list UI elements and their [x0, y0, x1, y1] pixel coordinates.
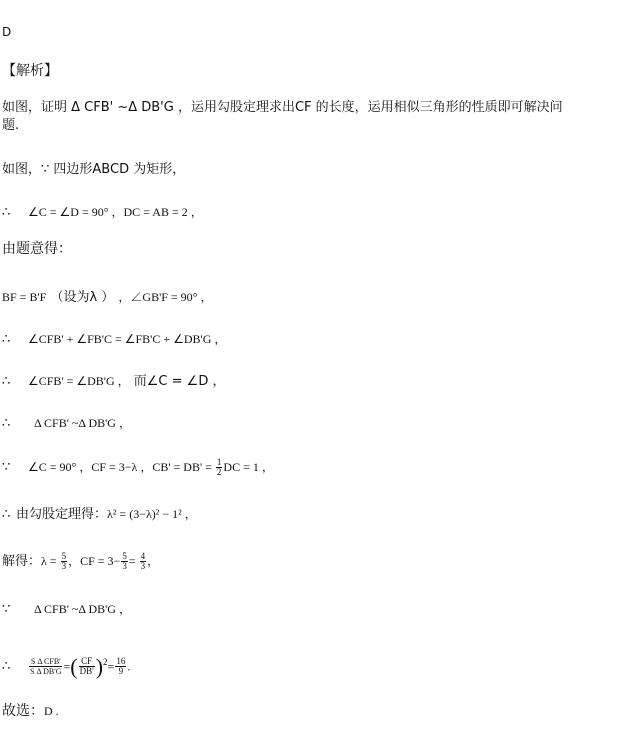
- step-similar-2-text: Δ CFB' ~Δ DB'G ，: [34, 602, 131, 616]
- area-ratio-equals-2: =: [107, 659, 115, 674]
- step-solve-lambda: λ =: [41, 554, 60, 568]
- fraction-five-thirds: $\frac{5}{3}$: [61, 551, 67, 571]
- step-given: 由题意得：: [2, 241, 72, 257]
- step-fold-let: （设为λ ）: [50, 290, 115, 305]
- because-symbol: ∵: [2, 460, 11, 475]
- step-fold-angle: ，∠GB'F = 90° ，: [118, 290, 213, 304]
- step-pythagoras-text: 由勾股定理得：: [16, 507, 108, 522]
- step-lengths-text: ∠C = 90° ，CF = 3−λ ，CB' = DB' =: [28, 460, 215, 474]
- step-angle-equal-text: ∠CFB' = ∠DB'G ，: [28, 374, 130, 388]
- area-ratio-end: .: [127, 659, 131, 674]
- step-solve-end: ，: [147, 554, 160, 568]
- area-ratio-fraction: $\frac{\text{S Δ CFB'}}{\text{S Δ DB'G}}$: [30, 657, 62, 677]
- step-similar: [2, 414, 131, 433]
- therefore-symbol: ∴: [2, 332, 11, 347]
- step-angle-equal-and: 而∠C = ∠D ，: [133, 374, 226, 389]
- area-ratio-power: 2: [103, 657, 108, 667]
- fraction-five-thirds-2: $\frac{5}{3}$: [122, 551, 127, 571]
- fraction-four-thirds: $\frac{4}{3}$: [140, 551, 146, 571]
- therefore-symbol: ∴: [2, 416, 11, 431]
- answer-label: D: [2, 25, 12, 39]
- sixteen-ninths: $\frac{16}{9}$: [116, 656, 126, 677]
- analysis-heading: 【解析】: [2, 63, 58, 79]
- therefore-symbol: ∴: [2, 659, 11, 675]
- step-fold-eq: BF = B'F: [2, 290, 47, 304]
- step-rectangle: 如图，∵ 四边形ABCD 为矩形，: [2, 162, 186, 177]
- step-angle-sum: [2, 330, 226, 349]
- step-similar-2: [2, 600, 131, 619]
- therefore-symbol: ∴: [2, 205, 11, 220]
- right-paren: ): [95, 653, 104, 679]
- final-answer: [2, 702, 59, 720]
- step-solve-cf: ，CF = 3−: [68, 554, 121, 568]
- step-lengths: [2, 458, 274, 477]
- step-pythagoras: [2, 505, 197, 524]
- fraction-one-half: $\frac{1}{2}$: [216, 457, 222, 477]
- because-symbol: ∵: [2, 602, 11, 617]
- step-similar-text: Δ CFB' ~Δ DB'G ，: [34, 416, 131, 430]
- step-fold: [2, 288, 212, 307]
- step-right-angles: [2, 203, 203, 222]
- step-angle-equal: [2, 372, 225, 391]
- step-area-ratio: [2, 648, 130, 681]
- final-answer-value: D .: [44, 704, 59, 718]
- step-angle-sum-text: ∠CFB' + ∠FB'C = ∠FB'C + ∠DB'G ，: [28, 332, 227, 346]
- left-paren: (: [70, 653, 78, 679]
- intro-line-2: 题.: [2, 118, 20, 133]
- step-lengths-text-2: DC = 1 ，: [223, 460, 274, 474]
- step-solve-eq: =: [128, 554, 139, 568]
- step-solve: [2, 552, 159, 571]
- final-answer-label: 故选：: [2, 703, 44, 719]
- step-right-angles-text: ∠C = ∠D = 90° ，DC = AB = 2 ，: [28, 205, 203, 219]
- area-ratio-equals: =: [63, 659, 71, 674]
- step-solve-label: 解得：: [2, 554, 42, 569]
- therefore-symbol: ∴: [2, 374, 11, 389]
- cf-over-db-fraction: $\frac{CF}{DB'}$: [79, 656, 94, 677]
- therefore-symbol: ∴: [2, 507, 11, 522]
- step-pythagoras-eq: λ² = (3−λ)² − 1² ，: [107, 507, 197, 521]
- intro-line-1: 如图，证明 Δ CFB' ~Δ DB'G ，运用勾股定理求出CF 的长度，运用相似三角形的性质即可解决问: [2, 100, 563, 115]
